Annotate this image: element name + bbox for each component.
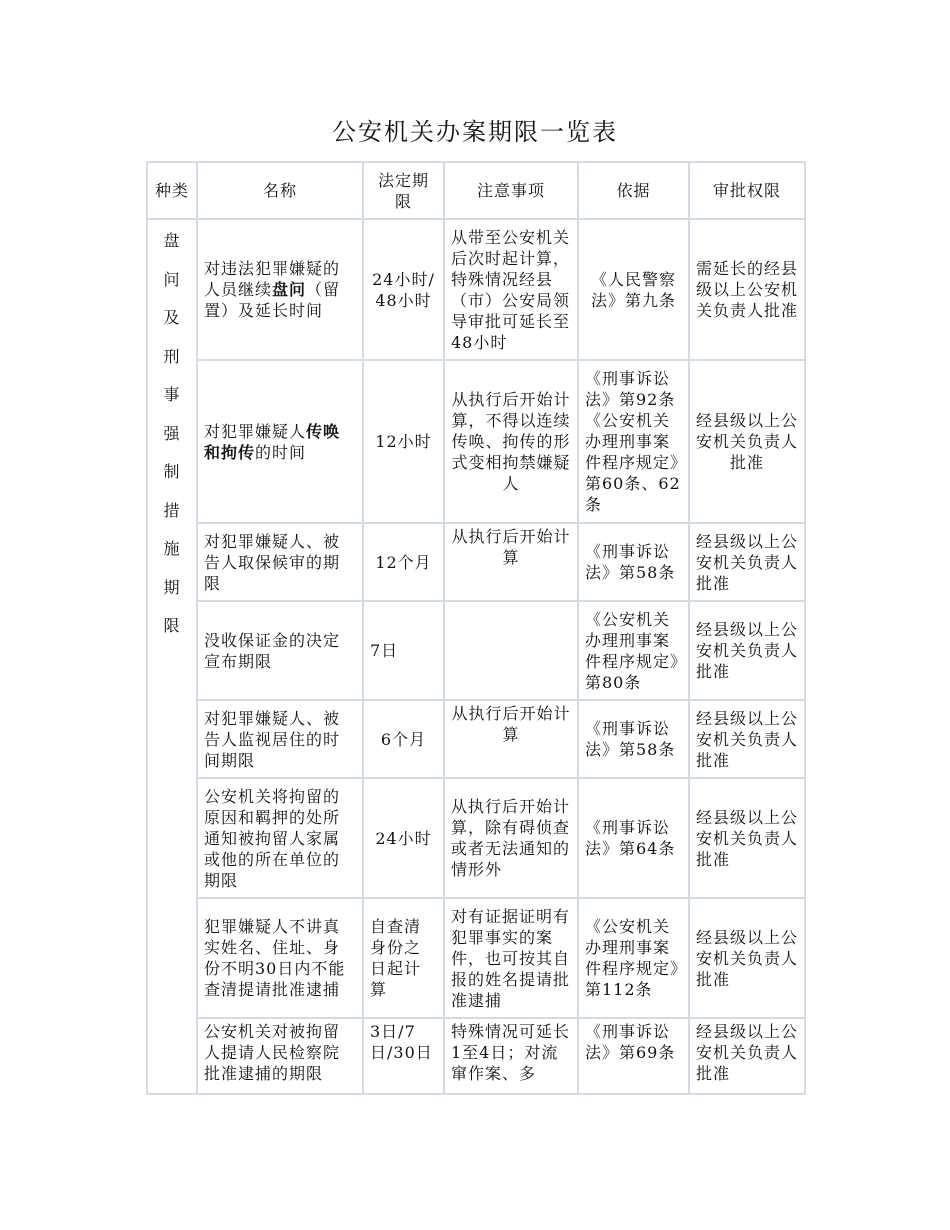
notes-cell: 从执行后开始计算: [444, 523, 578, 601]
basis-cell: 《人民警察法》第九条: [578, 219, 689, 360]
kind-char: 制: [163, 462, 181, 481]
table-row: [147, 219, 805, 360]
kind-char: 措: [163, 500, 181, 520]
table-header-row: [147, 162, 805, 219]
approval-cell: 经县级以上公安机关负责人批准: [689, 523, 805, 601]
notes-cell: 从执行后开始计算: [444, 700, 578, 778]
kind-char: 盘: [163, 231, 181, 250]
period-cell: 7日: [363, 601, 444, 700]
name-text: 没收保证金的决定宣布期限: [204, 630, 341, 671]
name-text: 公安机关将拘留的原因和羁押的处所通知被拘留人家属或他的所在单位的期限: [204, 786, 341, 890]
period-cell: 24小时/48小时: [363, 219, 444, 360]
kind-char: 施: [163, 539, 181, 558]
kind-cell: [147, 219, 197, 1094]
name-cell: [197, 360, 363, 523]
approval-cell: 经县级以上公安机关负责人批准: [689, 898, 805, 1018]
notes-cell: 从执行后开始计算，除有碍侦查或者无法通知的情形外: [444, 778, 578, 898]
name-text: 对犯罪嫌疑人: [204, 421, 307, 441]
table-row: [147, 523, 805, 601]
approval-cell: 经县级以上公安机关负责人批准: [689, 601, 805, 700]
page-title: 公安机关办案期限一览表: [332, 118, 618, 146]
table-row: [147, 360, 805, 523]
header-basis: 依据: [578, 162, 689, 219]
basis-cell: 《刑事诉讼法》第69条: [578, 1018, 689, 1094]
kind-char: 事: [163, 385, 181, 404]
basis-cell: 《刑事诉讼法》第58条: [578, 523, 689, 601]
approval-cell: 经县级以上公安机关负责人批准: [689, 360, 805, 523]
name-text: 公安机关对被拘留人提请人民检察院批准逮捕的期限: [204, 1022, 341, 1083]
name-cell: [197, 700, 363, 778]
table-row: [147, 700, 805, 778]
table-row: [147, 778, 805, 898]
notes-cell: 对有证据证明有犯罪事实的案件，也可按其自报的姓名提请批准逮捕: [444, 898, 578, 1018]
period-cell: 24小时: [363, 778, 444, 898]
name-text: 对违法犯罪嫌疑的人员继续: [204, 259, 341, 299]
basis-cell: 《公安机关办理刑事案件程序规定》第80条: [578, 601, 689, 700]
basis-cell: 《刑事诉讼法》第64条: [578, 778, 689, 898]
table-row: [147, 601, 805, 700]
header-name: 名称: [197, 162, 363, 219]
approval-cell: 经县级以上公安机关负责人批准: [689, 778, 805, 898]
name-cell: [197, 1018, 363, 1094]
header-notes: 注意事项: [444, 162, 578, 219]
notes-cell: 特殊情况可延长1至4日；对流窜作案、多: [444, 1018, 578, 1094]
name-text: 对犯罪嫌疑人、被告人取保候审的期限: [204, 531, 341, 593]
kind-char: 限: [163, 616, 181, 635]
basis-cell: 《刑事诉讼法》第58条: [578, 700, 689, 778]
approval-cell: 经县级以上公安机关负责人批准: [689, 1018, 805, 1094]
notes-cell: 从执行后开始计算，不得以连续传唤、拘传的形式变相拘禁嫌疑人: [444, 360, 578, 523]
approval-cell: 经县级以上公安机关负责人批准: [689, 700, 805, 778]
basis-cell: 《刑事诉讼法》第92条《公安机关办理刑事案件程序规定》第60条、62条: [578, 360, 689, 523]
header-approval: 审批权限: [689, 162, 805, 219]
period-cell: 自查清身份之日起计算: [363, 898, 444, 1018]
header-kind: 种类: [147, 162, 197, 219]
kind-char: 问: [163, 269, 181, 289]
name-text: 对犯罪嫌疑人、被告人监视居住的时间期限: [204, 708, 341, 770]
kind-char: 及: [163, 308, 181, 327]
name-cell: [197, 219, 363, 360]
name-text-tail: 的时间: [255, 442, 307, 462]
table-row: [147, 1018, 805, 1094]
name-text-tail: （留置）及延长时间: [204, 280, 341, 320]
period-cell: 6个月: [363, 700, 444, 778]
basis-cell: 《公安机关办理刑事案件程序规定》第112条: [578, 898, 689, 1018]
approval-cell: 需延长的经县级以上公安机关负责人批准: [689, 219, 805, 360]
period-cell: 12个月: [363, 523, 444, 601]
period-cell: 12小时: [363, 360, 444, 523]
name-text: 犯罪嫌疑人不讲真实姓名、住址、身份不明30日内不能查清提请批准逮捕: [204, 917, 346, 999]
table-row: [147, 898, 805, 1018]
kind-char: 刑: [163, 346, 181, 366]
deadline-table: [146, 161, 806, 1095]
notes-cell: [444, 601, 578, 700]
name-cell: [197, 601, 363, 700]
name-bold-text: 传唤和拘传: [204, 421, 341, 462]
name-cell: [197, 778, 363, 898]
name-cell: [197, 898, 363, 1018]
kind-char: 期: [163, 577, 181, 597]
name-bold-text: 盘问: [272, 280, 307, 299]
period-cell: 3日/7日/30日: [363, 1018, 444, 1094]
notes-cell: 从带至公安机关后次时起计算，特殊情况经县（市）公安局领导审批可延长至48小时: [444, 219, 578, 360]
name-cell: [197, 523, 363, 601]
kind-char: 强: [163, 423, 181, 443]
header-period: 法定期限: [363, 162, 444, 219]
